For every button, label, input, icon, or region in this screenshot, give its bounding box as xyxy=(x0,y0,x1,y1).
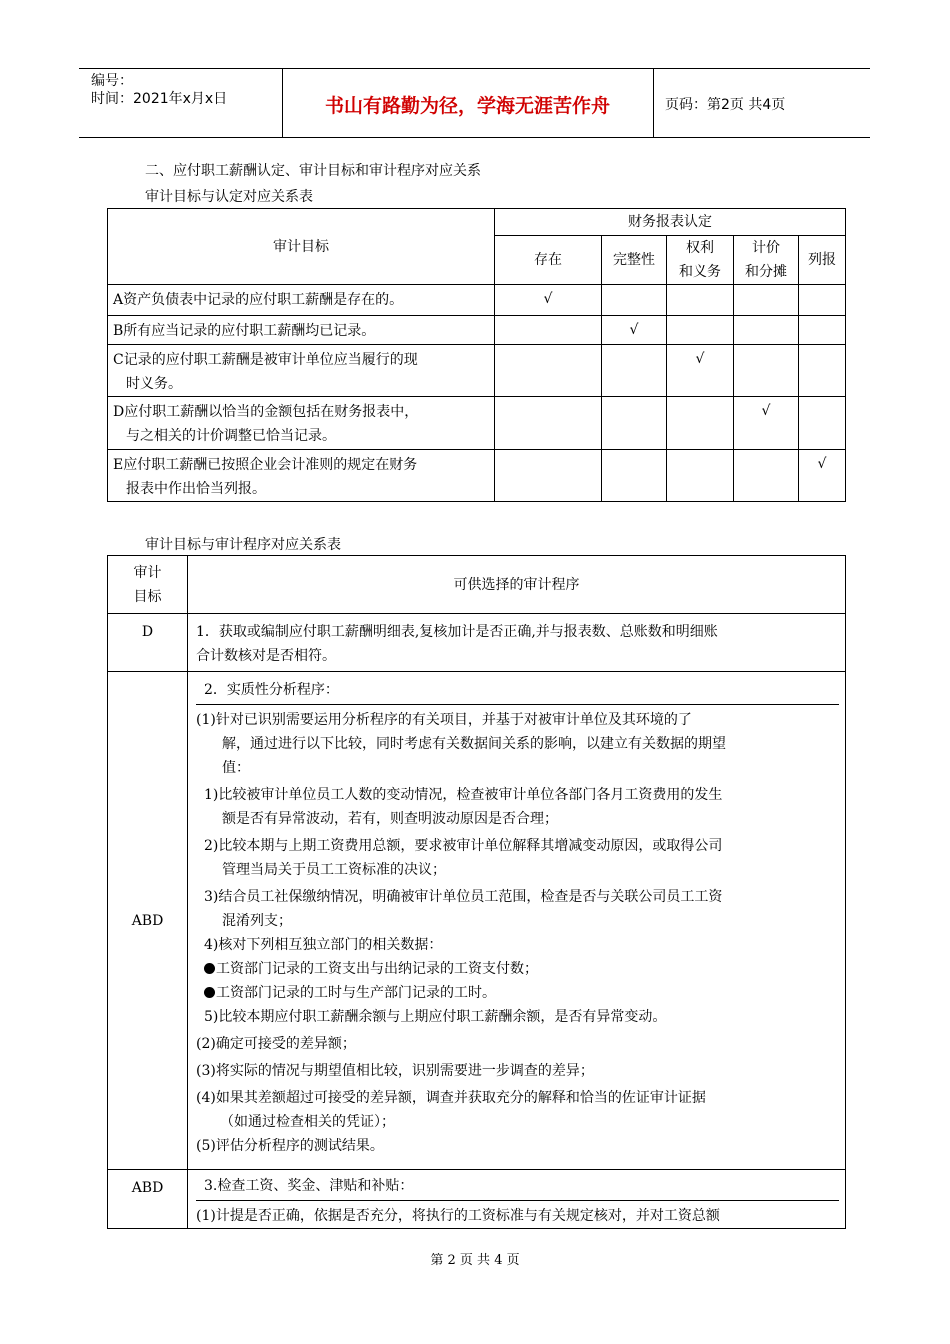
procedure-cell: 1．获取或编制应付职工薪酬明细表,复核加计是否正确,并与报表数、总账数和明细账 合计数核对是否相符。 xyxy=(188,614,846,672)
col-header-existence: 存在 xyxy=(495,236,602,285)
table-row xyxy=(108,345,846,397)
goal-cell: ABD xyxy=(108,1170,188,1229)
table-row xyxy=(108,316,846,345)
col-header-procedure: 可供选择的审计程序 xyxy=(188,556,846,614)
page-code: 页码：第2页 共4页 xyxy=(665,97,786,113)
col-header-rights: 权利 和义务 xyxy=(667,236,734,285)
procedure-table xyxy=(107,555,846,1229)
table-row xyxy=(108,1170,846,1229)
table-row xyxy=(108,285,846,316)
table-row xyxy=(108,397,846,450)
table-row xyxy=(108,450,846,502)
page-header xyxy=(79,68,870,138)
assertion-table xyxy=(107,208,846,502)
section-title: 二、应付职工薪酬认定、审计目标和审计程序对应关系 xyxy=(145,163,481,179)
check-mark: √ xyxy=(602,316,667,345)
page-footer: 第 2 页 共 4 页 xyxy=(430,1253,520,1268)
col-header-valuation: 计价 和分摊 xyxy=(734,236,799,285)
motto: 书山有路勤为径，学海无涯苦作舟 xyxy=(324,95,610,117)
table-row xyxy=(108,672,846,1170)
bullet-icon xyxy=(204,963,215,974)
goal-cell: E应付职工薪酬已按照企业会计准则的规定在财务 报表中作出恰当列报。 xyxy=(108,450,495,502)
goal-cell: D xyxy=(108,614,188,672)
col-header-assertion-group: 财务报表认定 xyxy=(495,209,846,236)
time-label: 时间：2021年x月x日 xyxy=(91,91,228,107)
col-header-goal: 审计 目标 xyxy=(108,556,188,614)
check-mark: √ xyxy=(667,345,734,397)
goal-cell: ABD xyxy=(108,672,188,1170)
bullet-icon xyxy=(204,987,215,998)
check-mark: √ xyxy=(734,397,799,450)
table-row xyxy=(108,614,846,672)
check-mark: √ xyxy=(799,450,846,502)
table1-caption: 审计目标与认定对应关系表 xyxy=(145,189,313,205)
col-header-completeness: 完整性 xyxy=(602,236,667,285)
goal-cell: D应付职工薪酬以恰当的金额包括在财务报表中， 与之相关的计价调整已恰当记录。 xyxy=(108,397,495,450)
col-header-goal: 审计目标 xyxy=(108,209,495,285)
check-mark: √ xyxy=(495,285,602,316)
procedure-cell: 2．实质性分析程序： (1)针对已识别需要运用分析程序的有关项目，并基于对被审计单位及其环境的了 解，通过进行以下比较，同时考虑有关数据间关系的影响，以建立有关数据的期望 值： 1)比较被审计单位员工人数的变动情况，检查被审计单位各部门各月工资费用的发生 额是否有异常波动，若有，则查明波动原因是否合理； 2)比较本期与上期工资费用总额，要求被审计单位解释其增减变动原因，或取得公司 管理当局关于员工工资标准的决议； 3)结合员工社保缴纳情况，明确被审计单位员工范围，检查是否与关联公司员工工资 混淆列支； 4)核对下列相互独立部门的相关数据： 工资部门记录的工资支出与出纳记录的工资支付数； 工资部门记录的工时与生产部门记录的工时。 5)比较本期应付职工薪酬余额与上期应付职工薪酬余额，是否有异常变动。 (2)确定可接受的差异额； (3)将实际的情况与期望值相比较，识别需要进一步调查的差异； (4)如果其差额超过可接受的差异额，调查并获取充分的解释和恰当的佐证审计证据 （如通过检查相关的凭证）； (5)评估分析程序的测试结果。 xyxy=(188,672,846,1170)
col-header-presentation: 列报 xyxy=(799,236,846,285)
goal-cell: B所有应当记录的应付职工薪酬均已记录。 xyxy=(108,316,495,345)
procedure-cell: 3.检查工资、奖金、津贴和补贴： (1)计提是否正确，依据是否充分，将执行的工资标准与有关规定核对，并对工资总额 xyxy=(188,1170,846,1229)
header-meta xyxy=(91,72,227,108)
goal-cell: A资产负债表中记录的应付职工薪酬是存在的。 xyxy=(108,285,495,316)
table2-caption: 审计目标与审计程序对应关系表 xyxy=(145,537,341,553)
serial-label: 编号： xyxy=(91,73,133,89)
header-divider xyxy=(653,69,654,137)
goal-cell: C记录的应付职工薪酬是被审计单位应当履行的现 时义务。 xyxy=(108,345,495,397)
